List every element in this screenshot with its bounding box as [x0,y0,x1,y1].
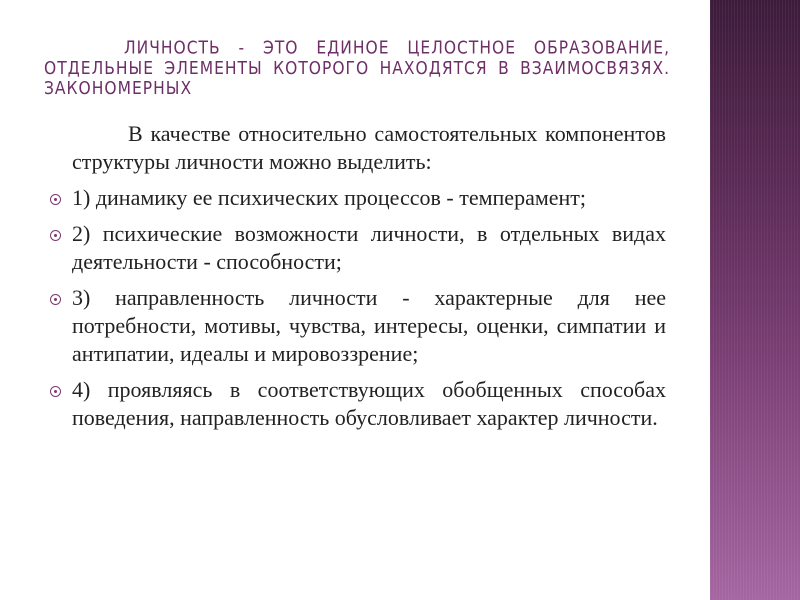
circle-bullet-icon [50,294,61,305]
intro-paragraph: В качестве относительно самостоятельных компонентов структуры личности можно выделить: [72,121,666,174]
slide-title: ЛИЧНОСТЬ - ЭТО ЕДИНОЕ ЦЕЛОСТНОЕ ОБРАЗОВАНИЕ, ОТДЕЛЬНЫЕ ЭЛЕМЕНТЫ КОТОРОГО НАХОДЯТСЯ В ВЗАИМОСВЯЗЯХ. ЗАКОНОМЕРНЫХ [44,38,670,99]
list-item-text: 3) направленность личности - характерные для нее потребности, мотивы, чувства, интересы, оценки, симпатии и антипатии, идеалы и мировоззрение; [72,285,666,366]
list-item-text: 4) проявляясь в соответствующих обобщенных способах поведения, направленность обусловливает характер личности. [72,377,666,430]
list-item-text: 1) динамику ее психических процессов - темперамент; [72,185,587,210]
list-item [50,184,666,212]
component-list [50,184,666,432]
decorative-side-band [710,0,800,600]
circle-bullet-icon [50,386,61,397]
list-item [50,284,666,368]
slide-body [50,120,666,440]
list-item-text: 2) психические возможности личности, в отдельных видах деятельности - способности; [72,221,666,274]
list-item [50,220,666,276]
circle-bullet-icon [50,230,61,241]
circle-bullet-icon [50,194,61,205]
list-item [50,376,666,432]
